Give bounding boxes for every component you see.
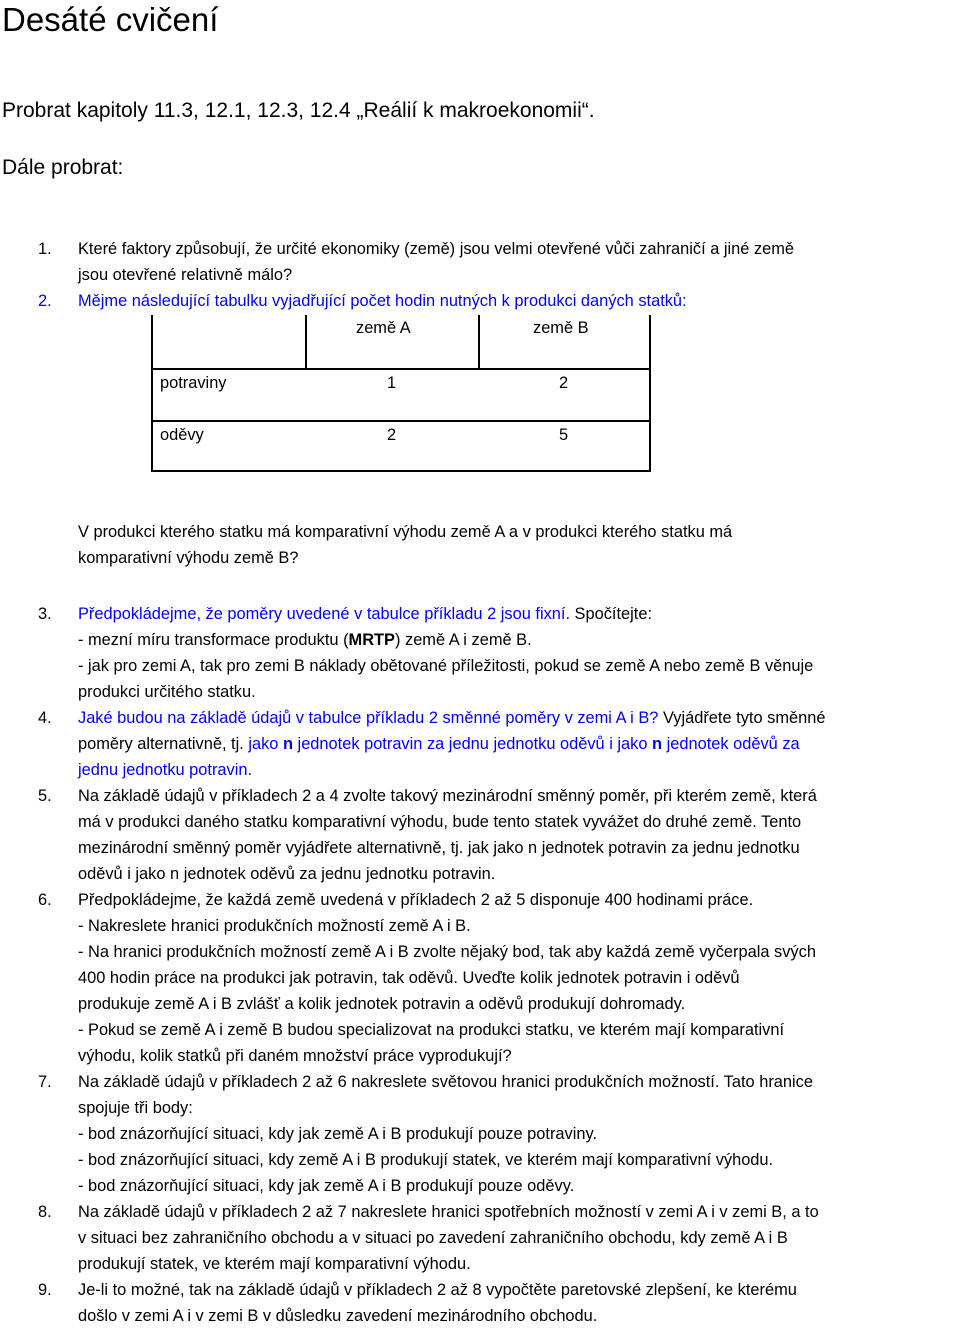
page-title: Desáté cvičení — [2, 1, 219, 38]
n-symbol: n — [652, 735, 663, 753]
table-border — [649, 315, 651, 472]
question-line: - bod znázorňující situaci, kdy země A i B produkují statek, ve kterém mají komparativní výhodu. — [78, 1151, 774, 1169]
question-text: Spočítejte: — [570, 605, 653, 623]
question-line: Na základě údajů v příkladech 2 a 4 zvolte takový mezinárodní směnný poměr, při kterém země, která — [78, 787, 817, 805]
intro-text: Probrat kapitoly 11.3, 12.1, 12.3, 12.4 „Reálií k makroekonomii“. — [2, 99, 595, 122]
question-line: Předpokládejme, že každá země uvedená v příkladech 2 až 5 disponuje 400 hodinami práce. — [78, 891, 754, 909]
question-line: produkují statek, ve kterém mají komparativní výhodu. — [78, 1255, 471, 1273]
question-number: 2. — [38, 292, 52, 310]
question-line: došlo v zemi A i v zemi B v důsledku zavedení mezinárodního obchodu. — [78, 1307, 598, 1325]
question-line: - Na hranici produkčních možností země A i B zvolte nějaký bod, tak aby každá země vyčerpala svých — [78, 943, 816, 961]
table-header-country-b: země B — [533, 319, 589, 337]
question-text: Jaké budou na základě údajů v tabulce příkladu 2 směnné poměry v zemi A i B? — [78, 709, 659, 727]
question-text: Vyjádřete tyto směnné — [658, 709, 826, 727]
question-number: 9. — [38, 1281, 52, 1299]
n-symbol: n — [282, 735, 293, 753]
question-text: jako — [248, 735, 283, 753]
question-line: - bod znázorňující situaci, kdy jak země A i B produkují pouze oděvy. — [78, 1177, 575, 1195]
table-row-label: potraviny — [160, 374, 227, 392]
question-number: 5. — [38, 787, 52, 805]
table-border — [151, 470, 651, 472]
table-border — [151, 315, 153, 472]
table-row-divider — [151, 420, 651, 422]
question-text: Předpokládejme, že poměry uvedené v tabulce příkladu 2 jsou fixní. — [78, 605, 570, 623]
question-line: Na základě údajů v příkladech 2 až 7 nakreslete hranici spotřebních možností v zemi A i v zemi B, a to — [78, 1203, 819, 1221]
question-line: - bod znázorňující situaci, kdy jak země A i B produkují pouze potraviny. — [78, 1125, 598, 1143]
hours-table — [151, 315, 651, 472]
question-line: má v produkci daného statku komparativní výhodu, bude tento statek vyvážet do druhé země. Tento — [78, 813, 802, 831]
question-line: - Pokud se země A i země B budou specializovat na produkci statku, ve kterém mají komparativní — [78, 1021, 785, 1039]
question-text: jednotek oděvů za — [662, 735, 800, 753]
table-row-divider — [151, 368, 651, 370]
question-line: produkci určitého statku. — [78, 683, 256, 701]
question-line: mezinárodní směnný poměr vyjádřete alternativně, tj. jak jako n jednotek potravin za jednu jednotku — [78, 839, 800, 857]
table-row-label: oděvy — [160, 426, 204, 444]
table-divider — [478, 315, 480, 368]
question-text: ) země A i země B. — [394, 631, 532, 649]
question-line: výhodu, kolik statků při daném množství práce vyprodukují? — [78, 1047, 512, 1065]
table-cell: 2 — [559, 374, 569, 392]
table-header-country-a: země A — [356, 319, 411, 337]
question-line: jsou otevřené relativně málo? — [78, 266, 293, 284]
question-line: spojuje tři body: — [78, 1099, 193, 1117]
table-cell: 1 — [387, 374, 397, 392]
question-line: Které faktory způsobují, že určité ekonomiky (země) jsou velmi otevřené vůči zahraničí a jiné země — [78, 240, 795, 258]
question-number: 4. — [38, 709, 52, 727]
question-line: jednu jednotku potravin. — [78, 761, 253, 779]
question-line: Na základě údajů v příkladech 2 až 6 nakreslete světovou hranici produkčních možností. Tato hranice — [78, 1073, 813, 1091]
question-number: 1. — [38, 240, 52, 258]
question-line: oděvů i jako n jednotek oděvů za jednu jednotku potravin. — [78, 865, 496, 883]
question-line: - Nakreslete hranici produkčních možností země A i B. — [78, 917, 471, 935]
question-line: produkuje země A i B zvlášť a kolik jednotek potravin a oděvů produkují dohromady. — [78, 995, 686, 1013]
question-line: v situaci bez zahraničního obchodu a v situaci po zavedení zahraničního obchodu, kdy země A i B — [78, 1229, 788, 1247]
question-number: 8. — [38, 1203, 52, 1221]
question-number: 3. — [38, 605, 52, 623]
question-text: - mezní míru transformace produktu ( — [78, 631, 349, 649]
question-line: Mějme následující tabulku vyjadřující počet hodin nutných k produkci daných statků: — [78, 292, 687, 310]
question-number: 6. — [38, 891, 52, 909]
mrtp-abbreviation: MRTP — [348, 631, 395, 649]
further-heading: Dále probrat: — [2, 156, 124, 179]
question-text: jednotek potravin za jednu jednotku oděvů i jako — [293, 735, 653, 753]
question-line: komparativní výhodu země B? — [78, 549, 299, 567]
question-line: V produkci kterého statku má komparativní výhodu země A a v produkci kterého statku má — [78, 523, 733, 541]
question-text: poměry alternativně, tj. — [78, 735, 249, 753]
question-number: 7. — [38, 1073, 52, 1091]
table-cell: 2 — [387, 426, 397, 444]
question-line: 400 hodin práce na produkci jak potravin, tak oděvů. Uveďte kolik jednotek potravin i oděvů — [78, 969, 740, 987]
table-divider — [305, 315, 307, 368]
question-line: Je-li to možné, tak na základě údajů v příkladech 2 až 8 vypočtěte paretovské zlepšení, ke kterému — [78, 1281, 797, 1299]
table-cell: 5 — [559, 426, 569, 444]
question-line: - jak pro zemi A, tak pro zemi B náklady obětované příležitosti, pokud se země A nebo země B věnuje — [78, 657, 814, 675]
